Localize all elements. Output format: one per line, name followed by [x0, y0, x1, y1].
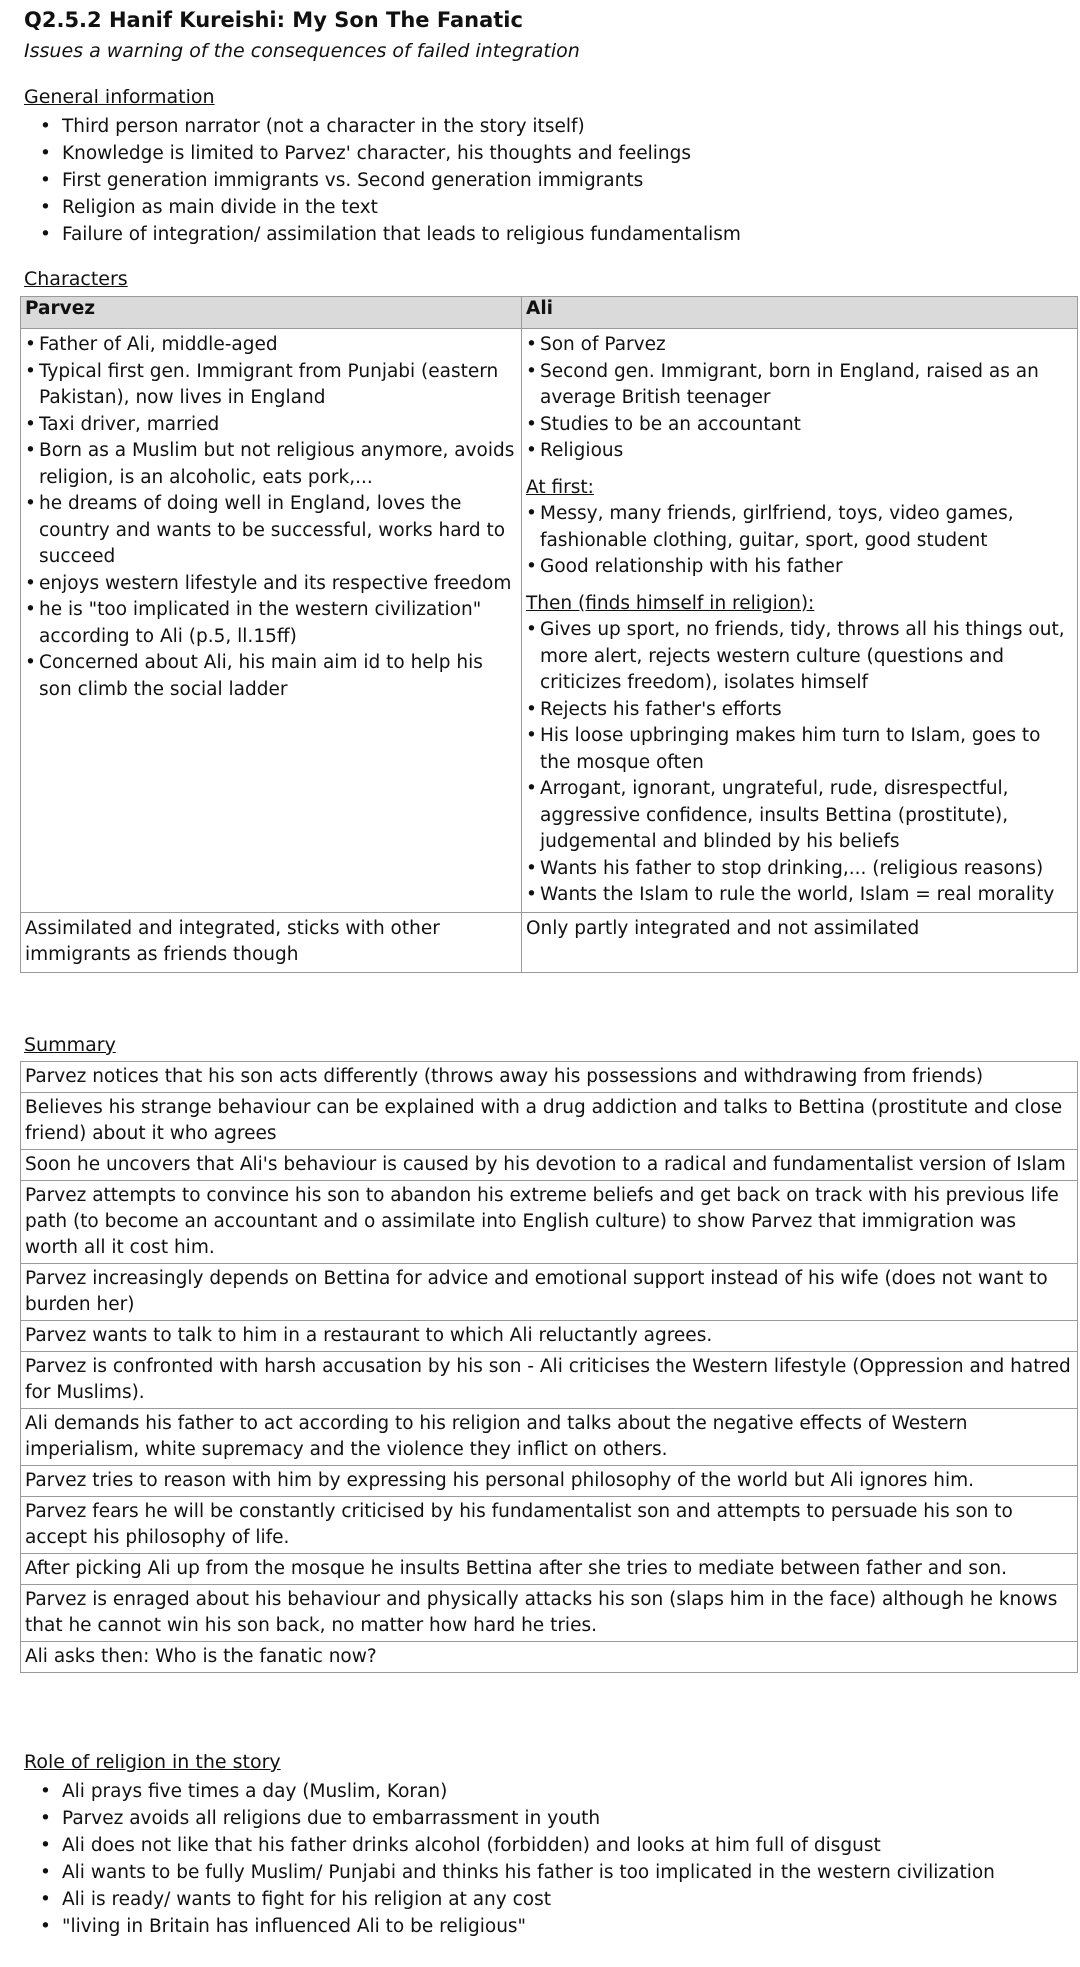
- list-item: • Wants the Islam to rule the world, Islam = real morality: [526, 882, 1073, 909]
- list-item: • Ali does not like that his father drinks alcohol (forbidden) and looks at him full of disgust: [36, 1832, 995, 1859]
- summary-row: [21, 1321, 1078, 1352]
- characters-table: [20, 296, 1078, 973]
- ali-at-first-heading: At first:: [526, 476, 594, 498]
- list-item: • Arrogant, ignorant, ungrateful, rude, disrespectful, aggressive confidence, insults Bettina (prostitute), judgemental and blinded by his beliefs: [526, 776, 1073, 856]
- list-item: • His loose upbringing makes him turn to Islam, goes to the mosque often: [526, 723, 1073, 776]
- parvez-traits-cell: [21, 329, 522, 913]
- summary-cell: Parvez attempts to convince his son to abandon his extreme beliefs and get back on track with his previous life path (to become an accountant and o assimilate into English culture) to show Parvez that immigration was worth all it cost him.: [21, 1181, 1078, 1264]
- list-item: • Ali prays five times a day (Muslim, Koran): [36, 1778, 995, 1805]
- general-information-heading: General information: [24, 86, 215, 108]
- list-item: • he dreams of doing well in England, loves the country and wants to be successful, works hard to succeed: [25, 491, 517, 571]
- ali-integration-cell: Only partly integrated and not assimilated: [522, 912, 1078, 972]
- list-item: • Typical first gen. Immigrant from Punjabi (eastern Pakistan), now lives in England: [25, 359, 517, 412]
- summary-row: [21, 1497, 1078, 1554]
- summary-row: [21, 1062, 1078, 1093]
- parvez-column-header: Parvez: [21, 297, 522, 329]
- summary-row: [21, 1466, 1078, 1497]
- list-item: • Failure of integration/ assimilation that leads to religious fundamentalism: [36, 221, 741, 248]
- ali-column-header: Ali: [522, 297, 1078, 329]
- summary-row: [21, 1352, 1078, 1409]
- list-item: • Wants his father to stop drinking,... (religious reasons): [526, 856, 1073, 883]
- summary-cell: Ali demands his father to act according to his religion and talks about the negative effects of Western imperialism, white supremacy and the violence they inflict on others.: [21, 1409, 1078, 1466]
- summary-table-body: [21, 1062, 1078, 1673]
- list-item: • Taxi driver, married: [25, 412, 517, 439]
- summary-row: [21, 1264, 1078, 1321]
- list-item: • Father of Ali, middle-aged: [25, 332, 517, 359]
- list-item: • Ali is ready/ wants to fight for his religion at any cost: [36, 1886, 995, 1913]
- summary-cell: After picking Ali up from the mosque he insults Bettina after she tries to mediate between father and son.: [21, 1554, 1078, 1585]
- summary-cell: Parvez increasingly depends on Bettina for advice and emotional support instead of his wife (does not want to burden her): [21, 1264, 1078, 1321]
- religion-heading: Role of religion in the story: [24, 1751, 281, 1773]
- list-item: • Good relationship with his father: [526, 554, 1073, 581]
- religion-list: [36, 1778, 995, 1940]
- list-item: • Ali wants to be fully Muslim/ Punjabi and thinks his father is too implicated in the western civilization: [36, 1859, 995, 1886]
- list-item: • Concerned about Ali, his main aim id to help his son climb the social ladder: [25, 650, 517, 703]
- summary-cell: Ali asks then: Who is the fanatic now?: [21, 1642, 1078, 1673]
- list-item: • Religion as main divide in the text: [36, 194, 741, 221]
- ali-then-heading: Then (finds himself in religion):: [526, 592, 815, 614]
- list-item: • Third person narrator (not a character in the story itself): [36, 113, 741, 140]
- summary-cell: Parvez is confronted with harsh accusation by his son - Ali criticises the Western lifestyle (Oppression and hatred for Muslims).: [21, 1352, 1078, 1409]
- summary-row: [21, 1585, 1078, 1642]
- list-item: • Gives up sport, no friends, tidy, throws all his things out, more alert, rejects western culture (questions and criticizes freedom), isolates himself: [526, 617, 1073, 697]
- summary-cell: Believes his strange behaviour can be explained with a drug addiction and talks to Bettina (prostitute and close friend) about it who agrees: [21, 1093, 1078, 1150]
- characters-heading: Characters: [24, 268, 128, 290]
- summary-cell: Soon he uncovers that Ali's behaviour is caused by his devotion to a radical and fundamentalist version of Islam: [21, 1150, 1078, 1181]
- summary-cell: Parvez is enraged about his behaviour and physically attacks his son (slaps him in the face) although he knows that he cannot win his son back, no matter how hard he tries.: [21, 1585, 1078, 1642]
- list-item: • Born as a Muslim but not religious anymore, avoids religion, is an alcoholic, eats pork,...: [25, 438, 517, 491]
- document-subtitle: Issues a warning of the consequences of failed integration: [24, 40, 580, 62]
- parvez-integration-cell: Assimilated and integrated, sticks with other immigrants as friends though: [21, 912, 522, 972]
- summary-row: [21, 1642, 1078, 1673]
- list-item: • "living in Britain has influenced Ali to be religious": [36, 1913, 995, 1940]
- list-item: • enjoys western lifestyle and its respective freedom: [25, 571, 517, 598]
- ali-at-first-list: [526, 501, 1073, 581]
- list-item: • he is "too implicated in the western civilization" according to Ali (p.5, ll.15ff): [25, 597, 517, 650]
- list-item: • Messy, many friends, girlfriend, toys, video games, fashionable clothing, guitar, sport, good student: [526, 501, 1073, 554]
- summary-row: [21, 1093, 1078, 1150]
- list-item: • Knowledge is limited to Parvez' character, his thoughts and feelings: [36, 140, 741, 167]
- summary-cell: Parvez notices that his son acts differently (throws away his possessions and withdrawing from friends): [21, 1062, 1078, 1093]
- summary-cell: Parvez tries to reason with him by expressing his personal philosophy of the world but Ali ignores him.: [21, 1466, 1078, 1497]
- ali-then-list: [526, 617, 1073, 909]
- summary-row: [21, 1150, 1078, 1181]
- document-title: Q2.5.2 Hanif Kureishi: My Son The Fanatic: [24, 8, 523, 32]
- list-item: • First generation immigrants vs. Second generation immigrants: [36, 167, 741, 194]
- ali-traits-cell: [522, 329, 1078, 913]
- list-item: • Son of Parvez: [526, 332, 1073, 359]
- summary-heading: Summary: [24, 1034, 116, 1056]
- list-item: • Religious: [526, 438, 1073, 465]
- summary-row: [21, 1181, 1078, 1264]
- summary-row: [21, 1554, 1078, 1585]
- list-item: • Studies to be an accountant: [526, 412, 1073, 439]
- list-item: • Parvez avoids all religions due to embarrassment in youth: [36, 1805, 995, 1832]
- summary-cell: Parvez wants to talk to him in a restaurant to which Ali reluctantly agrees.: [21, 1321, 1078, 1352]
- summary-cell: Parvez fears he will be constantly criticised by his fundamentalist son and attempts to persuade his son to accept his philosophy of life.: [21, 1497, 1078, 1554]
- list-item: • Second gen. Immigrant, born in England, raised as an average British teenager: [526, 359, 1073, 412]
- summary-row: [21, 1409, 1078, 1466]
- summary-table: [20, 1061, 1078, 1673]
- parvez-traits-list: [25, 332, 517, 703]
- list-item: • Rejects his father's efforts: [526, 697, 1073, 724]
- ali-traits-list: [526, 332, 1073, 465]
- general-information-list: [36, 113, 741, 248]
